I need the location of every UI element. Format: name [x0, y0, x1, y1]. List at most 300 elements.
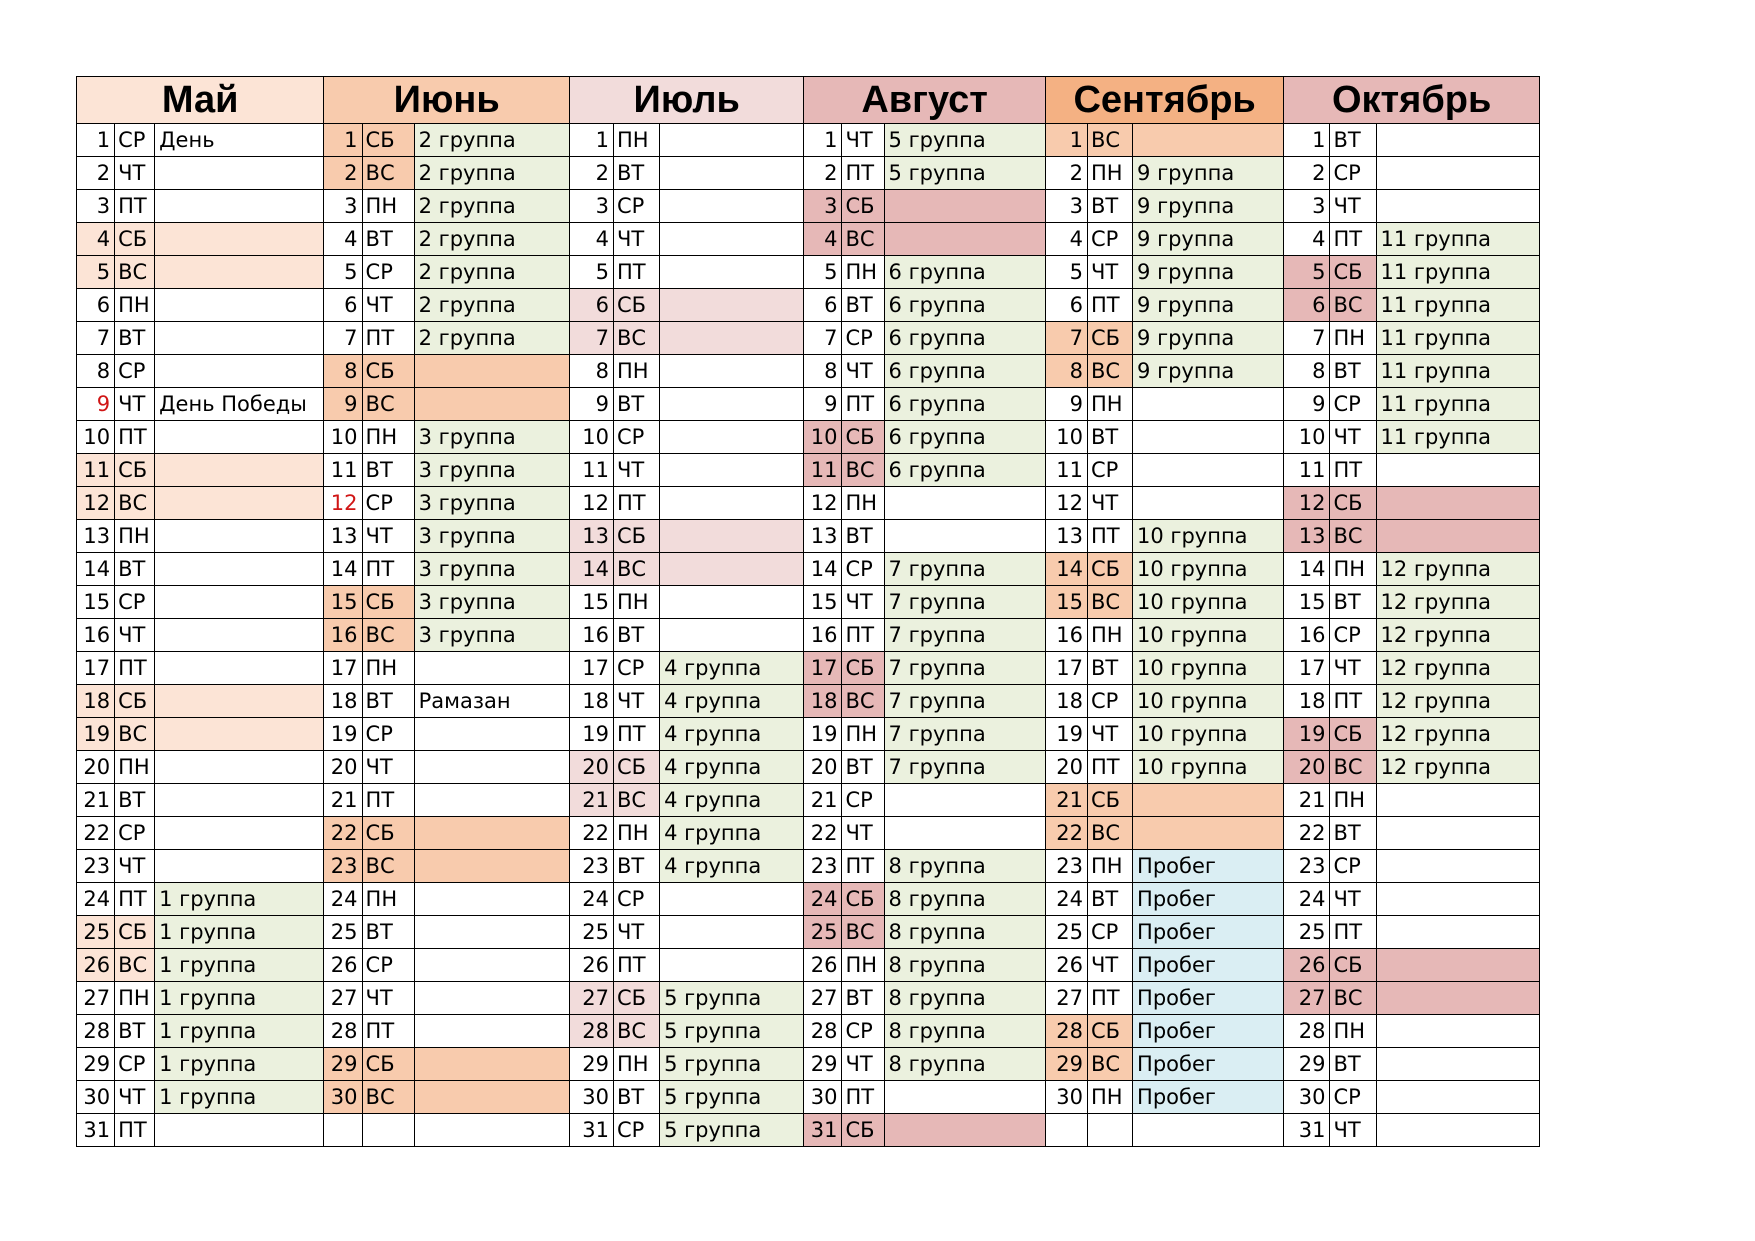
day-number: 15	[1045, 586, 1087, 619]
day-note	[1133, 454, 1284, 487]
weekday: ВС	[115, 949, 155, 982]
day-number: 21	[1284, 784, 1330, 817]
weekday: СБ	[115, 454, 155, 487]
day-number: 11	[1284, 454, 1330, 487]
day-number: 14	[324, 553, 362, 586]
day-note	[414, 784, 569, 817]
weekday: СБ	[362, 355, 414, 388]
weekday: ПН	[842, 718, 884, 751]
weekday: СР	[614, 652, 660, 685]
day-note: 5 группа	[884, 124, 1045, 157]
weekday: ЧТ	[362, 520, 414, 553]
weekday: ПН	[1087, 157, 1132, 190]
day-number: 30	[804, 1081, 842, 1114]
day-note: Пробег	[1133, 916, 1284, 949]
weekday: ВТ	[614, 619, 660, 652]
weekday: ПТ	[1330, 685, 1376, 718]
day-number: 15	[804, 586, 842, 619]
weekday: ПТ	[1087, 520, 1132, 553]
day-number: 31	[1284, 1114, 1330, 1147]
day-number: 27	[324, 982, 362, 1015]
day-number: 18	[324, 685, 362, 718]
day-note: 9 группа	[1133, 223, 1284, 256]
weekday: СР	[1087, 223, 1132, 256]
day-number: 18	[77, 685, 115, 718]
day-note	[1133, 421, 1284, 454]
weekday: ПТ	[614, 949, 660, 982]
day-number: 12	[569, 487, 613, 520]
day-note	[1376, 784, 1539, 817]
day-note: 3 группа	[414, 421, 569, 454]
weekday: ВС	[842, 454, 884, 487]
weekday: ВТ	[842, 751, 884, 784]
day-note: 4 группа	[660, 652, 804, 685]
day-note: 2 группа	[414, 322, 569, 355]
day-number: 15	[569, 586, 613, 619]
weekday: СР	[115, 817, 155, 850]
day-number: 7	[569, 322, 613, 355]
day-number: 13	[569, 520, 613, 553]
weekday: СБ	[1330, 949, 1376, 982]
weekday: СБ	[1330, 487, 1376, 520]
day-number: 4	[1284, 223, 1330, 256]
weekday: ВС	[115, 487, 155, 520]
weekday: ПТ	[614, 256, 660, 289]
day-note: 9 группа	[1133, 157, 1284, 190]
weekday: ЧТ	[1330, 652, 1376, 685]
weekday: ЧТ	[614, 685, 660, 718]
day-number: 30	[569, 1081, 613, 1114]
day-number: 23	[804, 850, 842, 883]
weekday: ВТ	[362, 916, 414, 949]
day-number: 25	[804, 916, 842, 949]
day-note: 6 группа	[884, 355, 1045, 388]
table-row	[77, 1114, 1540, 1147]
weekday: ВТ	[614, 1081, 660, 1114]
day-note	[414, 982, 569, 1015]
day-note	[414, 1015, 569, 1048]
day-note: 11 группа	[1376, 388, 1539, 421]
weekday: ЧТ	[115, 619, 155, 652]
day-note: 6 группа	[884, 454, 1045, 487]
day-number: 28	[1045, 1015, 1087, 1048]
day-number: 21	[804, 784, 842, 817]
day-number: 25	[77, 916, 115, 949]
day-note	[660, 883, 804, 916]
day-number: 2	[1284, 157, 1330, 190]
day-note: 7 группа	[884, 619, 1045, 652]
day-number: 28	[77, 1015, 115, 1048]
day-number: 8	[1284, 355, 1330, 388]
day-number: 21	[1045, 784, 1087, 817]
day-note: 3 группа	[414, 454, 569, 487]
weekday: СР	[1330, 1081, 1376, 1114]
day-number: 7	[804, 322, 842, 355]
day-number: 16	[569, 619, 613, 652]
day-note: 5 группа	[660, 1015, 804, 1048]
weekday: ПН	[1087, 850, 1132, 883]
day-number: 14	[569, 553, 613, 586]
day-number: 7	[77, 322, 115, 355]
day-number: 15	[324, 586, 362, 619]
day-number: 24	[804, 883, 842, 916]
weekday: ВТ	[1087, 190, 1132, 223]
day-number: 27	[1284, 982, 1330, 1015]
day-note: 2 группа	[414, 190, 569, 223]
day-note	[414, 355, 569, 388]
day-number: 27	[77, 982, 115, 1015]
day-number: 12	[804, 487, 842, 520]
day-note	[155, 520, 324, 553]
day-number: 19	[1045, 718, 1087, 751]
day-note	[884, 487, 1045, 520]
day-note	[1376, 916, 1539, 949]
weekday: ВТ	[614, 157, 660, 190]
weekday: ПН	[614, 1048, 660, 1081]
day-note: 3 группа	[414, 586, 569, 619]
day-note	[660, 454, 804, 487]
day-number: 17	[324, 652, 362, 685]
weekday: ВС	[842, 223, 884, 256]
day-note: 11 группа	[1376, 421, 1539, 454]
day-number: 1	[569, 124, 613, 157]
table-row	[77, 982, 1540, 1015]
day-note	[1376, 949, 1539, 982]
weekday: СР	[1330, 388, 1376, 421]
weekday: ЧТ	[115, 850, 155, 883]
day-number: 5	[77, 256, 115, 289]
day-number: 9	[1045, 388, 1087, 421]
day-number: 22	[804, 817, 842, 850]
day-note: 9 группа	[1133, 322, 1284, 355]
day-number: 3	[1045, 190, 1087, 223]
table-row	[77, 817, 1540, 850]
day-number: 31	[804, 1114, 842, 1147]
day-note	[1133, 487, 1284, 520]
table-row	[77, 949, 1540, 982]
table-row	[77, 850, 1540, 883]
weekday: СБ	[362, 586, 414, 619]
day-number: 14	[804, 553, 842, 586]
day-note: Пробег	[1133, 1048, 1284, 1081]
weekday: СР	[842, 553, 884, 586]
weekday: ПН	[362, 190, 414, 223]
day-note	[884, 1114, 1045, 1147]
day-note: 7 группа	[884, 586, 1045, 619]
month-header-may: Май	[77, 77, 324, 124]
weekday: ПН	[1330, 1015, 1376, 1048]
day-number: 4	[804, 223, 842, 256]
day-number: 19	[77, 718, 115, 751]
day-note: 12 группа	[1376, 652, 1539, 685]
day-note	[155, 223, 324, 256]
day-note: 1 группа	[155, 1048, 324, 1081]
weekday: СБ	[115, 223, 155, 256]
weekday: ЧТ	[842, 586, 884, 619]
weekday: СР	[1087, 685, 1132, 718]
day-note: 4 группа	[660, 817, 804, 850]
day-note	[660, 421, 804, 454]
weekday: ПТ	[1087, 289, 1132, 322]
weekday: ПТ	[362, 322, 414, 355]
day-note: 10 группа	[1133, 652, 1284, 685]
day-number: 11	[569, 454, 613, 487]
weekday: СБ	[1330, 256, 1376, 289]
weekday: ВС	[614, 1015, 660, 1048]
weekday: ПН	[614, 586, 660, 619]
day-number: 7	[324, 322, 362, 355]
day-number: 26	[1045, 949, 1087, 982]
day-number: 22	[324, 817, 362, 850]
day-number: 4	[324, 223, 362, 256]
day-number: 10	[1284, 421, 1330, 454]
day-note: 4 группа	[660, 751, 804, 784]
day-note	[1376, 817, 1539, 850]
day-note: Пробег	[1133, 1081, 1284, 1114]
day-note	[155, 586, 324, 619]
day-note: 12 группа	[1376, 586, 1539, 619]
day-note: 10 группа	[1133, 685, 1284, 718]
table-row	[77, 1015, 1540, 1048]
day-note	[1376, 454, 1539, 487]
weekday: СР	[115, 355, 155, 388]
weekday: СР	[1330, 619, 1376, 652]
day-number: 27	[804, 982, 842, 1015]
day-note: 12 группа	[1376, 751, 1539, 784]
weekday: СБ	[1087, 1015, 1132, 1048]
day-note	[1133, 124, 1284, 157]
weekday: ПТ	[614, 718, 660, 751]
weekday: ПН	[842, 256, 884, 289]
day-number: 16	[1284, 619, 1330, 652]
weekday: ВС	[362, 619, 414, 652]
day-number: 16	[77, 619, 115, 652]
day-number: 10	[324, 421, 362, 454]
day-number: 11	[804, 454, 842, 487]
day-note	[1376, 982, 1539, 1015]
weekday: ВС	[1330, 982, 1376, 1015]
weekday: ВТ	[1330, 355, 1376, 388]
day-note	[414, 949, 569, 982]
day-note	[155, 817, 324, 850]
day-number: 12	[1045, 487, 1087, 520]
day-number: 29	[569, 1048, 613, 1081]
day-note	[1376, 190, 1539, 223]
day-number: 24	[1045, 883, 1087, 916]
day-number: 27	[1045, 982, 1087, 1015]
day-note	[660, 949, 804, 982]
day-note	[660, 289, 804, 322]
day-number: 6	[324, 289, 362, 322]
weekday: ПН	[842, 949, 884, 982]
weekday: СР	[842, 322, 884, 355]
day-note	[660, 355, 804, 388]
day-note	[1376, 520, 1539, 553]
day-note: 7 группа	[884, 685, 1045, 718]
day-number: 30	[77, 1081, 115, 1114]
weekday: ВС	[362, 850, 414, 883]
day-number: 31	[569, 1114, 613, 1147]
day-note: 7 группа	[884, 652, 1045, 685]
day-number: 8	[569, 355, 613, 388]
day-number: 23	[1045, 850, 1087, 883]
day-number: 29	[1284, 1048, 1330, 1081]
day-note	[155, 487, 324, 520]
day-note	[660, 553, 804, 586]
table-row	[77, 223, 1540, 256]
day-note: 6 группа	[884, 256, 1045, 289]
weekday: СБ	[1087, 784, 1132, 817]
day-note: 12 группа	[1376, 718, 1539, 751]
day-number: 6	[804, 289, 842, 322]
weekday: СР	[115, 1048, 155, 1081]
weekday: ЧТ	[115, 157, 155, 190]
day-note	[1133, 784, 1284, 817]
day-number: 12	[1284, 487, 1330, 520]
month-header-august: Август	[804, 77, 1045, 124]
day-number: 4	[1045, 223, 1087, 256]
day-number: 6	[569, 289, 613, 322]
weekday: ВС	[614, 784, 660, 817]
table-row	[77, 124, 1540, 157]
weekday: ПН	[1330, 322, 1376, 355]
day-note	[660, 124, 804, 157]
day-note: 12 группа	[1376, 619, 1539, 652]
day-note: Пробег	[1133, 883, 1284, 916]
day-number: 23	[1284, 850, 1330, 883]
day-number: 26	[569, 949, 613, 982]
day-number: 1	[1045, 124, 1087, 157]
weekday: ВС	[842, 916, 884, 949]
day-note: 3 группа	[414, 619, 569, 652]
day-number: 25	[569, 916, 613, 949]
table-row	[77, 751, 1540, 784]
day-note	[1133, 817, 1284, 850]
weekday: СБ	[842, 883, 884, 916]
day-number: 2	[77, 157, 115, 190]
day-note: 3 группа	[414, 553, 569, 586]
day-note: 8 группа	[884, 982, 1045, 1015]
weekday: ПТ	[1330, 223, 1376, 256]
table-row	[77, 322, 1540, 355]
weekday: ВТ	[614, 850, 660, 883]
day-note: 10 группа	[1133, 553, 1284, 586]
day-note: 2 группа	[414, 157, 569, 190]
weekday: ВТ	[115, 784, 155, 817]
day-note	[660, 520, 804, 553]
day-note: 6 группа	[884, 421, 1045, 454]
day-note: 3 группа	[414, 520, 569, 553]
weekday: ПТ	[115, 190, 155, 223]
weekday: СР	[842, 1015, 884, 1048]
weekday: ВТ	[1087, 421, 1132, 454]
day-number: 10	[1045, 421, 1087, 454]
day-number: 18	[569, 685, 613, 718]
day-number: 22	[77, 817, 115, 850]
day-note: 4 группа	[660, 718, 804, 751]
day-note	[414, 751, 569, 784]
weekday: ВС	[362, 1081, 414, 1114]
day-note	[414, 850, 569, 883]
day-note	[1376, 124, 1539, 157]
day-number: 29	[77, 1048, 115, 1081]
weekday: ВС	[1087, 817, 1132, 850]
day-note: 1 группа	[155, 883, 324, 916]
calendar-body	[77, 124, 1540, 1147]
weekday: СБ	[115, 685, 155, 718]
day-number: 6	[1045, 289, 1087, 322]
day-note: 7 группа	[884, 553, 1045, 586]
day-note	[414, 817, 569, 850]
day-number: 20	[1284, 751, 1330, 784]
day-number: 26	[77, 949, 115, 982]
day-note: 8 группа	[884, 883, 1045, 916]
month-header-row	[77, 77, 1540, 124]
weekday: ЧТ	[115, 388, 155, 421]
day-note: День	[155, 124, 324, 157]
day-note: 11 группа	[1376, 355, 1539, 388]
weekday: ВС	[362, 157, 414, 190]
weekday: ВС	[614, 553, 660, 586]
weekday: ПН	[115, 520, 155, 553]
day-number: 5	[1284, 256, 1330, 289]
day-number: 10	[804, 421, 842, 454]
day-number: 6	[77, 289, 115, 322]
day-note: 5 группа	[660, 982, 804, 1015]
day-note: 1 группа	[155, 982, 324, 1015]
weekday: ВС	[1330, 520, 1376, 553]
weekday: ВТ	[842, 982, 884, 1015]
weekday: ВТ	[362, 223, 414, 256]
day-number: 9	[1284, 388, 1330, 421]
day-note	[660, 487, 804, 520]
day-note	[414, 388, 569, 421]
weekday: ВС	[842, 685, 884, 718]
weekday: ВТ	[1087, 652, 1132, 685]
day-number: 5	[569, 256, 613, 289]
weekday: ПТ	[842, 388, 884, 421]
weekday: ЧТ	[115, 1081, 155, 1114]
day-number: 19	[324, 718, 362, 751]
day-note: 2 группа	[414, 256, 569, 289]
day-number: 6	[1284, 289, 1330, 322]
table-row	[77, 916, 1540, 949]
day-number: 28	[569, 1015, 613, 1048]
day-number: 14	[1284, 553, 1330, 586]
weekday: ПН	[614, 817, 660, 850]
day-number: 23	[324, 850, 362, 883]
day-note	[414, 916, 569, 949]
weekday: СБ	[842, 421, 884, 454]
day-note	[884, 1081, 1045, 1114]
day-number: 14	[77, 553, 115, 586]
day-note: 8 группа	[884, 1048, 1045, 1081]
day-note: День Победы	[155, 388, 324, 421]
day-note	[1376, 1114, 1539, 1147]
day-note: 5 группа	[660, 1114, 804, 1147]
day-number: 1	[77, 124, 115, 157]
table-row	[77, 520, 1540, 553]
day-number: 16	[1045, 619, 1087, 652]
weekday: ЧТ	[362, 982, 414, 1015]
day-number: 3	[77, 190, 115, 223]
day-note: Пробег	[1133, 949, 1284, 982]
day-note	[155, 157, 324, 190]
day-note	[155, 685, 324, 718]
day-note	[155, 1114, 324, 1147]
weekday: ЧТ	[614, 916, 660, 949]
day-note	[660, 322, 804, 355]
